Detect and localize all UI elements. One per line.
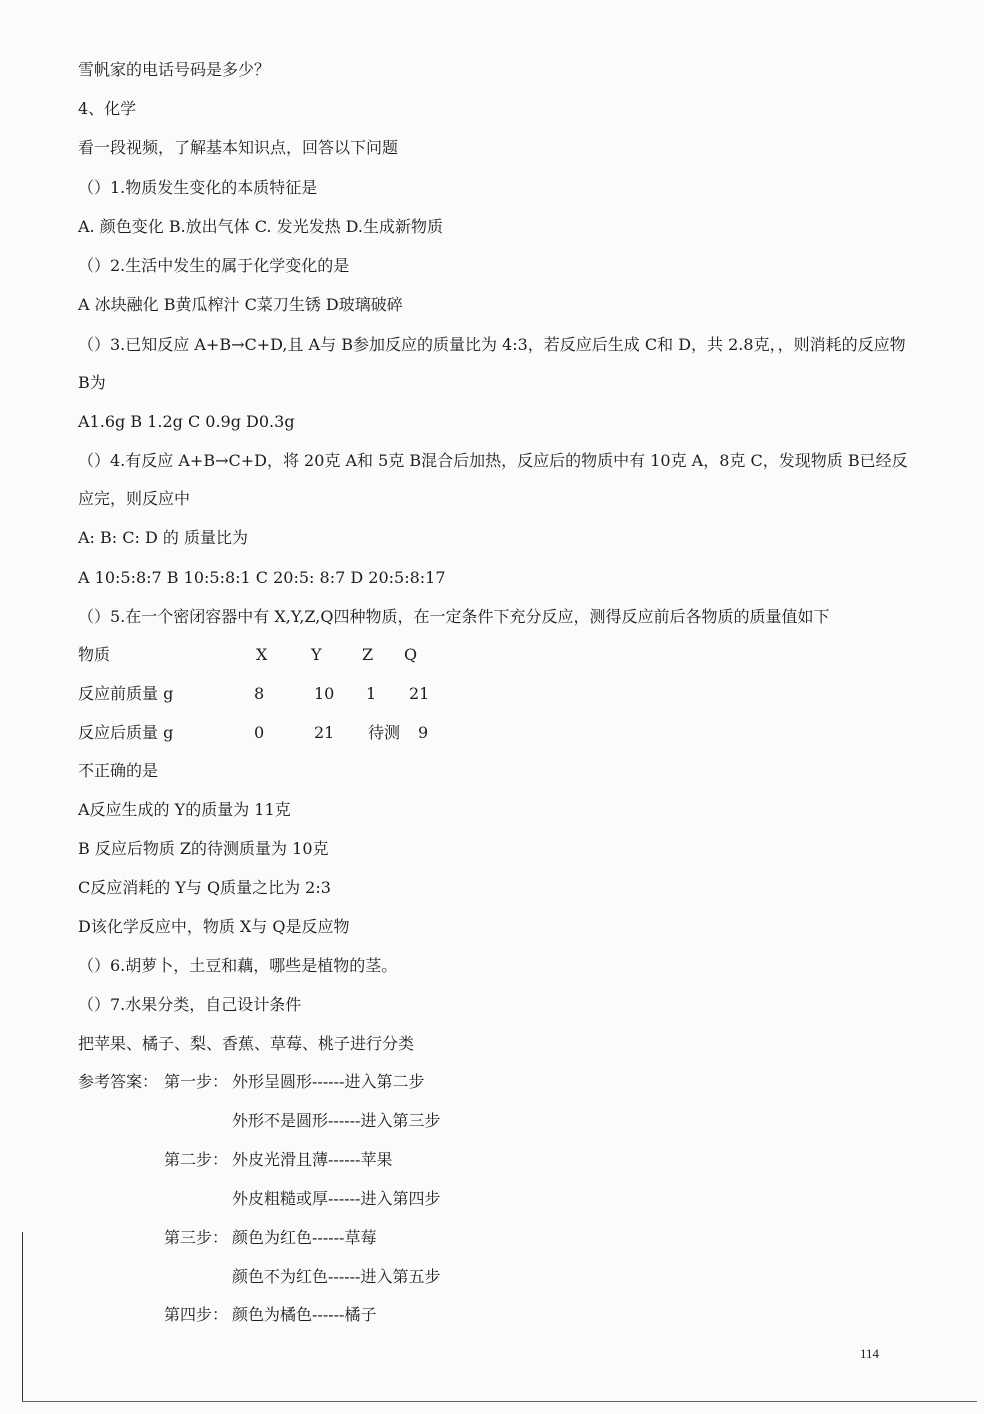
question-line: 雪帆家的电话号码是多少？: [78, 60, 271, 79]
table-cell: 21: [409, 684, 430, 703]
table-cell: 10: [314, 684, 335, 703]
question-3-cont: B为: [78, 373, 106, 392]
question-4-options: A 10:5:8:7 B 10:5:8:1 C 20:5: 8:7 D 20:5:8:17: [78, 568, 446, 587]
question-4-cont: 应完，则反应中: [78, 489, 191, 508]
answer-step-line: 外皮粗糙或厚------进入第四步: [232, 1189, 441, 1208]
page-number: 114: [860, 1346, 880, 1361]
table-header-q: Q: [404, 645, 418, 664]
answer-step-title: 第三步：: [164, 1228, 229, 1247]
table-header-y: Y: [311, 645, 322, 664]
table-header-z: Z: [362, 645, 374, 664]
instruction-text: 看一段视频，了解基本知识点，回答以下问题: [78, 138, 399, 157]
answer-step-title: 第二步：: [164, 1150, 229, 1169]
question-5-option-b: B 反应后物质 Z的待测质量为 10克: [78, 839, 329, 858]
answer-step-line: 外形不是圆形------进入第三步: [232, 1111, 441, 1130]
table-cell: 9: [418, 723, 429, 742]
table-row-label: 反应前质量 g: [78, 684, 174, 703]
answer-step-line: 外形呈圆形------进入第二步: [232, 1072, 425, 1091]
answer-step-line: 颜色为红色------草莓: [232, 1228, 377, 1247]
table-cell: 21: [314, 723, 335, 742]
answer-step-line: 颜色不为红色------进入第五步: [232, 1267, 441, 1286]
answer-step-line: 外皮光滑且薄------苹果: [232, 1150, 393, 1169]
question-5-option-a: A反应生成的 Y的质量为 11克: [78, 800, 291, 819]
question-3: （）3.已知反应 A+B→C+D,且 A与 B参加反应的质量比为 4:3，若反应后生成 C和 D，共 2.8克，，则消耗的反应物: [78, 335, 906, 354]
question-4-ratio: A: B: C: D 的 质量比为: [78, 528, 248, 547]
question-7-task: 把苹果、橘子、梨、香蕉、草莓、桃子进行分类: [78, 1034, 415, 1053]
table-header-label: 物质: [78, 645, 111, 664]
question-2-options: A 冰块融化 B黄瓜榨汁 C菜刀生锈 D玻璃破碎: [78, 295, 403, 314]
table-cell: 1: [366, 684, 377, 703]
question-5-option-d: D该化学反应中，物质 X与 Q是反应物: [78, 917, 350, 936]
question-5: （）5.在一个密闭容器中有 X,Y,Z,Q四种物质，在一定条件下充分反应，测得反应前后各物质的质量值如下: [78, 607, 830, 626]
question-2: （）2.生活中发生的属于化学变化的是: [78, 256, 350, 275]
table-cell: 8: [254, 684, 265, 703]
question-1: （）1.物质发生变化的本质特征是: [78, 178, 318, 197]
question-3-options: A1.6g B 1.2g C 0.9g D0.3g: [78, 412, 295, 431]
question-4: （）4.有反应 A+B→C+D，将 20克 A和 5克 B混合后加热，反应后的物质中有 10克 A，8克 C，发现物质 B已经反: [78, 451, 908, 470]
answer-step-title: 第四步：: [164, 1305, 229, 1324]
scan-edge-left: [22, 1232, 23, 1402]
table-row-label: 反应后质量 g: [78, 723, 174, 742]
scan-edge-bottom: [22, 1401, 977, 1402]
question-1-options: A. 颜色变化 B.放出气体 C. 发光发热 D.生成新物质: [78, 217, 444, 236]
section-heading: 4、化学: [78, 99, 137, 118]
question-5-prompt: 不正确的是: [78, 761, 159, 780]
question-7: （）7.水果分类，自己设计条件: [78, 995, 302, 1014]
question-6: （）6.胡萝卜，土豆和藕，哪些是植物的茎。: [78, 956, 398, 975]
answer-step-line: 颜色为橘色------橘子: [232, 1305, 377, 1324]
question-5-option-c: C反应消耗的 Y与 Q质量之比为 2:3: [78, 878, 331, 897]
table-header-x: X: [256, 645, 268, 664]
table-cell: 0: [254, 723, 265, 742]
table-cell: 待测: [368, 723, 401, 742]
answer-step-title: 第一步：: [164, 1072, 229, 1091]
answer-label: 参考答案：: [78, 1072, 159, 1091]
